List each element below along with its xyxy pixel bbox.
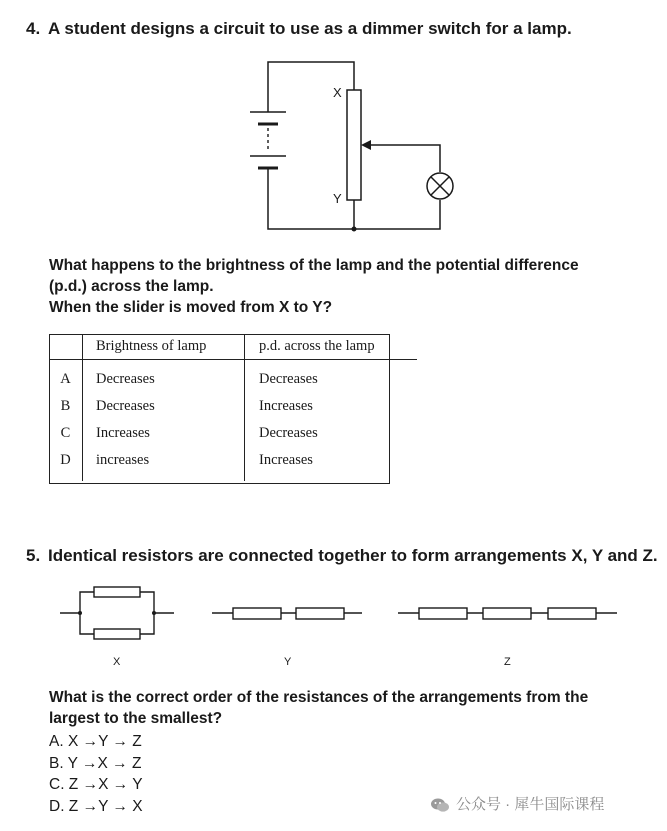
q5-label-y: Y [284,656,292,668]
q5-question [49,687,649,729]
q5-title [26,546,658,566]
q5-resistor [483,608,531,619]
table-cell: Increases [259,452,313,468]
table-header-cell: Brightness of lamp [83,334,245,360]
q5-label-z: Z [504,656,511,668]
table-row [49,447,417,481]
q5-arrangement-y [212,608,362,619]
q4-label-y: Y [333,191,342,206]
q5-arrangement-z [398,608,617,619]
table-cell: increases [83,447,245,481]
table-header-row [49,334,417,360]
wechat-icon [430,797,450,813]
q5-option-a: A. X →Y → Z [49,733,142,750]
q4-rheostat [347,90,361,200]
q5-option-d: D. Z →Y → X [49,797,143,815]
table-cell: Decreases [83,360,245,394]
q4-question [49,255,649,318]
q5-resistor [548,608,596,619]
q5-title-text: Identical resistors are connected together to form arrangements X, Y and Z. [48,546,658,565]
q5-options [49,731,143,817]
q5-question-line: What is the correct order of the resistances of the arrangements from the [49,689,589,706]
q5-resistor [296,608,344,619]
table-cell: Decreases [83,393,245,420]
q4-title-text: A student designs a circuit to use as a dimmer switch for a lamp. [48,19,572,38]
q5-resistor [94,629,140,639]
q4-slider-arrow [361,140,371,150]
table-row [49,420,417,447]
q5-question-line: largest to the smallest? [49,710,223,727]
table-cell: B [49,393,83,420]
q4-number: 4. [26,19,41,38]
q5-number: 5. [26,546,41,565]
q5-option-c: C. Z →X → Y [49,776,143,793]
table-header-cell [49,334,83,360]
table-row [49,360,417,394]
q5-label-x: X [113,656,121,668]
q5-resistor [233,608,281,619]
table-cell: Decreases [259,371,318,387]
watermark-text: 公众号 · 犀牛国际课程 [456,796,605,813]
q4-battery [250,112,286,168]
q4-question-line: When the slider is moved from X to Y? [49,299,333,316]
q4-label-x: X [333,85,342,100]
table-cell: Decreases [259,425,318,441]
table-cell: Increases [83,420,245,447]
q4-question-line: What happens to the brightness of the lamp and the potential difference [49,257,579,274]
watermark [430,793,604,814]
table-cell: A [49,360,83,394]
q4-answer-table [49,334,417,481]
q4-slider-wire [368,145,440,172]
table-header-cell: p.d. across the lamp [245,334,418,360]
q5-arrangement-x [60,587,174,639]
table-row [49,393,417,420]
table-cell: D [49,447,83,481]
q5-option-b: B. Y →X → Z [49,754,142,772]
q4-question-line: (p.d.) across the lamp. [49,278,214,295]
q5-resistor [419,608,467,619]
table-cell: Increases [259,398,313,414]
q4-junction [352,227,357,232]
q5-resistor [94,587,140,597]
q4-circuit-diagram [0,0,667,250]
q5-resistor-diagrams [0,580,667,680]
table-cell: C [49,420,83,447]
